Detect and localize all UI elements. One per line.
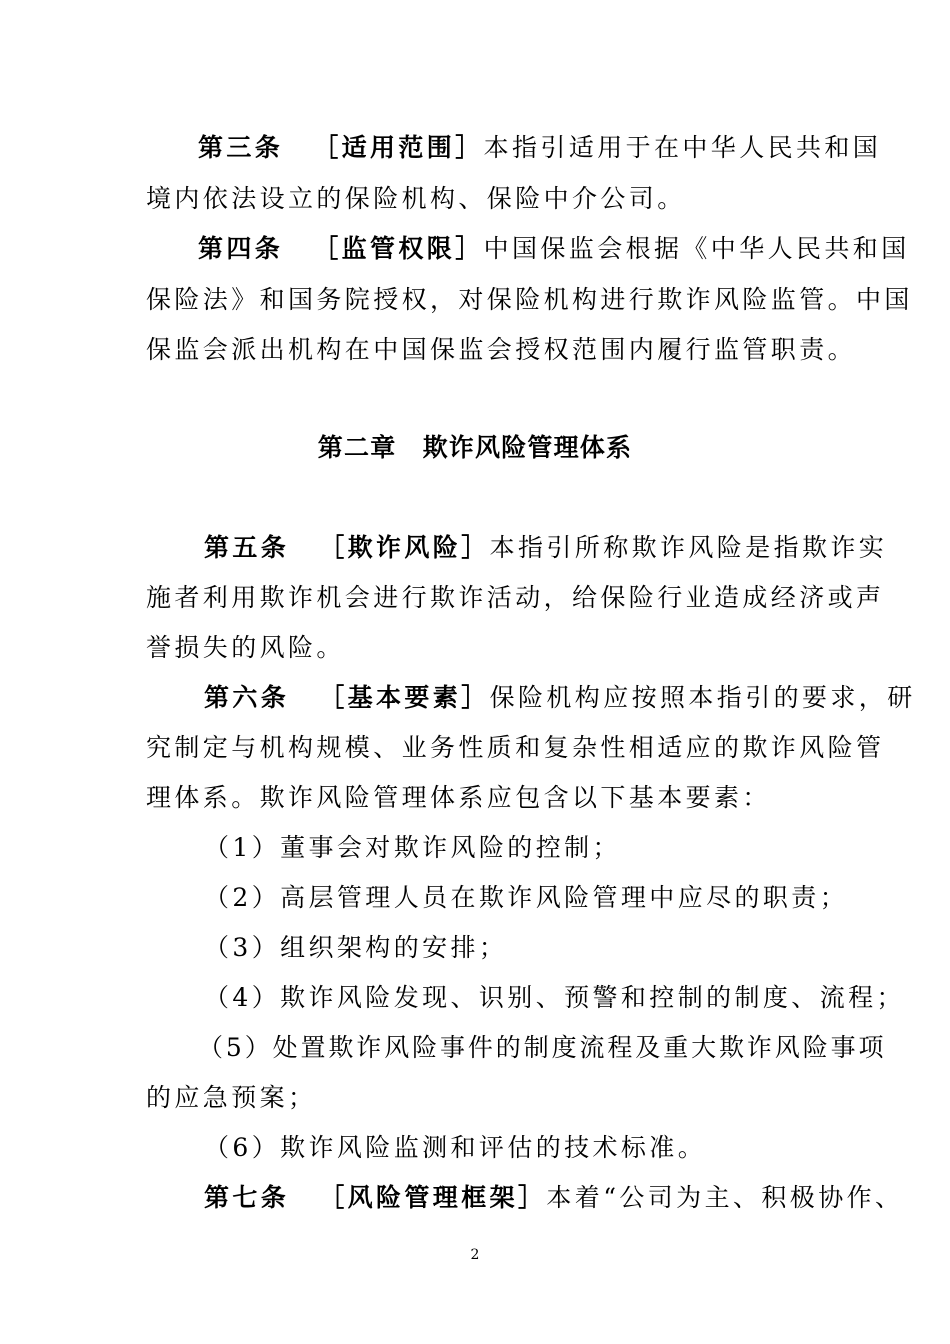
article-7-text: 本着“公司为主、积极协作、 bbox=[546, 1183, 904, 1212]
list-item: （5）处置欺诈风险事件的制度流程及重大欺诈风险事项 bbox=[198, 1033, 887, 1062]
article-3-line-2: 境内依法设立的保险机构、保险中介公司。 bbox=[146, 184, 686, 213]
list-item: （6）欺诈风险监测和评估的技术标准。 bbox=[204, 1133, 707, 1162]
article-6-line-1 bbox=[204, 681, 916, 715]
article-4-tag: ［监管权限］ bbox=[313, 234, 484, 263]
chapter-heading: 第二章 欺诈风险管理体系 bbox=[317, 433, 633, 462]
article-3-text: 本指引适用于在中华人民共和国 bbox=[483, 133, 882, 162]
page-number: 2 bbox=[470, 1247, 480, 1263]
article-6-line-3: 理体系。欺诈风险管理体系应包含以下基本要素： bbox=[146, 783, 771, 812]
list-item: （4）欺诈风险发现、识别、预警和控制的制度、流程； bbox=[204, 983, 905, 1012]
article-5-tag: ［欺诈风险］ bbox=[319, 533, 490, 562]
article-5-line-3: 誉损失的风险。 bbox=[146, 633, 345, 662]
article-6-text: 保险机构应按照本指引的要求，研 bbox=[489, 683, 916, 712]
article-6-number: 第六条 bbox=[204, 683, 290, 712]
article-4-line-3: 保监会派出机构在中国保监会授权范围内履行监管职责。 bbox=[146, 335, 857, 364]
article-4-line-1 bbox=[198, 232, 910, 266]
article-5-line-1 bbox=[204, 531, 887, 565]
list-item: （3）组织架构的安排； bbox=[204, 933, 508, 962]
article-4-text: 中国保监会根据《中华人民共和国 bbox=[483, 234, 910, 263]
list-item-continuation: 的应急预案； bbox=[146, 1083, 317, 1112]
list-item: （2）高层管理人员在欺诈风险管理中应尽的职责； bbox=[204, 883, 849, 912]
article-6-line-2: 究制定与机构规模、业务性质和复杂性相适应的欺诈风险管 bbox=[146, 733, 885, 762]
article-4-number: 第四条 bbox=[198, 234, 284, 263]
article-3-line-1 bbox=[198, 131, 881, 165]
article-7-number: 第七条 bbox=[204, 1183, 290, 1212]
article-7-line-1 bbox=[204, 1181, 903, 1215]
article-5-number: 第五条 bbox=[204, 533, 290, 562]
article-5-line-2: 施者利用欺诈机会进行欺诈活动，给保险行业造成经济或声 bbox=[146, 583, 885, 612]
list-item: （1）董事会对欺诈风险的控制； bbox=[204, 833, 621, 862]
article-7-tag: ［风险管理框架］ bbox=[319, 1183, 547, 1212]
article-4-line-2: 保险法》和国务院授权，对保险机构进行欺诈风险监管。中国 bbox=[146, 285, 913, 314]
article-3-number: 第三条 bbox=[198, 133, 284, 162]
article-6-tag: ［基本要素］ bbox=[319, 683, 490, 712]
article-5-text: 本指引所称欺诈风险是指欺诈实 bbox=[489, 533, 888, 562]
article-3-tag: ［适用范围］ bbox=[313, 133, 484, 162]
